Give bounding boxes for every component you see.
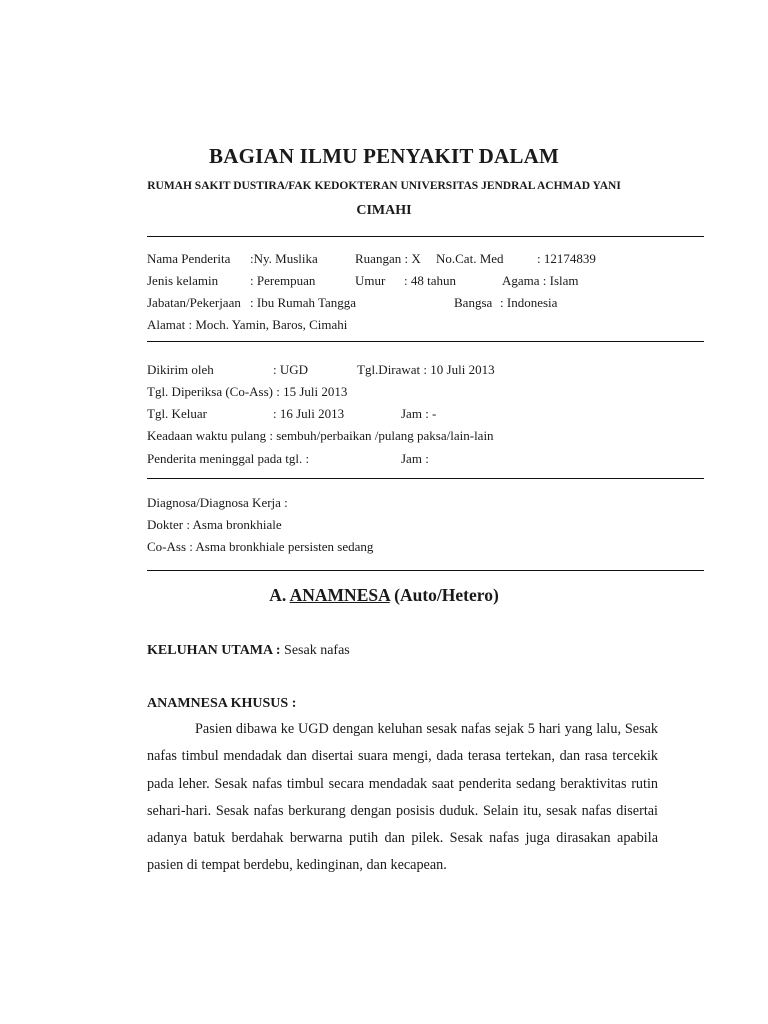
age-label: Umur xyxy=(355,273,386,288)
address: Alamat : Moch. Yamin, Baros, Cimahi xyxy=(147,317,348,332)
nationality-value: : Indonesia xyxy=(500,295,558,310)
admission-date: Tgl.Dirawat : 10 Juli 2013 xyxy=(357,362,495,377)
room-label: Ruangan : X xyxy=(355,251,421,266)
age-value: : 48 tahun xyxy=(404,273,456,288)
death-date-label: Penderita meninggal pada tgl. : xyxy=(147,451,310,466)
institution-name: RUMAH SAKIT DUSTIRA/FAK KEDOKTERAN UNIVERSITAS JENDRAL ACHMAD YANI xyxy=(147,180,621,192)
sex-label: Jenis kelamin xyxy=(147,273,219,288)
special-anamnesis-text: Pasien dibawa ke UGD dengan keluhan sesak nafas sejak 5 hari yang lalu, Sesak nafas timbul mendadak dan disertai suara mengi, dada terasa tertekan, dan rasa tercekik pada leher. Sesak nafas timbul secara mendadak saat penderita sedang beraktivitas rutin sehari-hari. Sesak nafas berkurang dengan posisis duduk. Selain itu, sesak nafas disertai adanya batuk berdahak berwarna putih dan pilek. Sesak nafas juga dirasakan apabila pasien di tempat berdebu, kedinginan, dan kecapean. xyxy=(147,721,658,874)
diagnosis-heading: Diagnosa/Diagnosa Kerja : xyxy=(147,495,288,510)
religion: Agama : Islam xyxy=(502,273,579,288)
doctor-diagnosis: Dokter : Asma bronkhiale xyxy=(147,517,282,532)
document-title: BAGIAN ILMU PENYAKIT DALAM xyxy=(209,144,559,168)
main-complaint xyxy=(147,643,350,659)
sex-value: : Perempuan xyxy=(250,273,316,288)
sent-by-value: : UGD xyxy=(273,362,309,377)
discharge-date: : 16 Juli 2013 xyxy=(273,406,345,421)
examination-date: Tgl. Diperiksa (Co-Ass) : 15 Juli 2013 xyxy=(147,384,348,399)
death-time: Jam : xyxy=(401,451,429,466)
section-suffix: (Auto/Hetero) xyxy=(394,585,499,605)
sent-by-label: Dikirim oleh xyxy=(147,362,214,377)
discharge-condition: Keadaan waktu pulang : sembuh/perbaikan /pulang paksa/lain-lain xyxy=(147,428,494,443)
nationality-label: Bangsa xyxy=(454,295,493,310)
job-label: Jabatan/Pekerjaan xyxy=(147,295,241,310)
special-anamnesis-label: ANAMNESA KHUSUS : xyxy=(147,696,297,711)
divider-patient xyxy=(147,341,704,342)
divider-diagnosis xyxy=(147,570,704,571)
job-value: : Ibu Rumah Tangga xyxy=(250,295,357,310)
medical-number-label: No.Cat. Med xyxy=(436,251,504,266)
city-name: CIMAHI xyxy=(356,203,412,218)
patient-name-label: Nama Penderita xyxy=(147,251,231,266)
divider-top xyxy=(147,236,704,237)
section-title: ANAMNESA xyxy=(289,585,390,605)
divider-admission xyxy=(147,478,704,479)
section-heading-anamnesa xyxy=(0,585,768,606)
section-prefix: A. xyxy=(269,585,287,605)
main-complaint-value: Sesak nafas xyxy=(284,643,350,658)
patient-name-value: :Ny. Muslika xyxy=(250,251,318,266)
discharge-time: Jam : - xyxy=(401,406,437,421)
medical-number-value: : 12174839 xyxy=(537,251,596,266)
discharge-label: Tgl. Keluar xyxy=(147,406,207,421)
coass-diagnosis: Co-Ass : Asma bronkhiale persisten sedang xyxy=(147,539,374,554)
main-complaint-label: KELUHAN UTAMA : xyxy=(147,643,281,658)
